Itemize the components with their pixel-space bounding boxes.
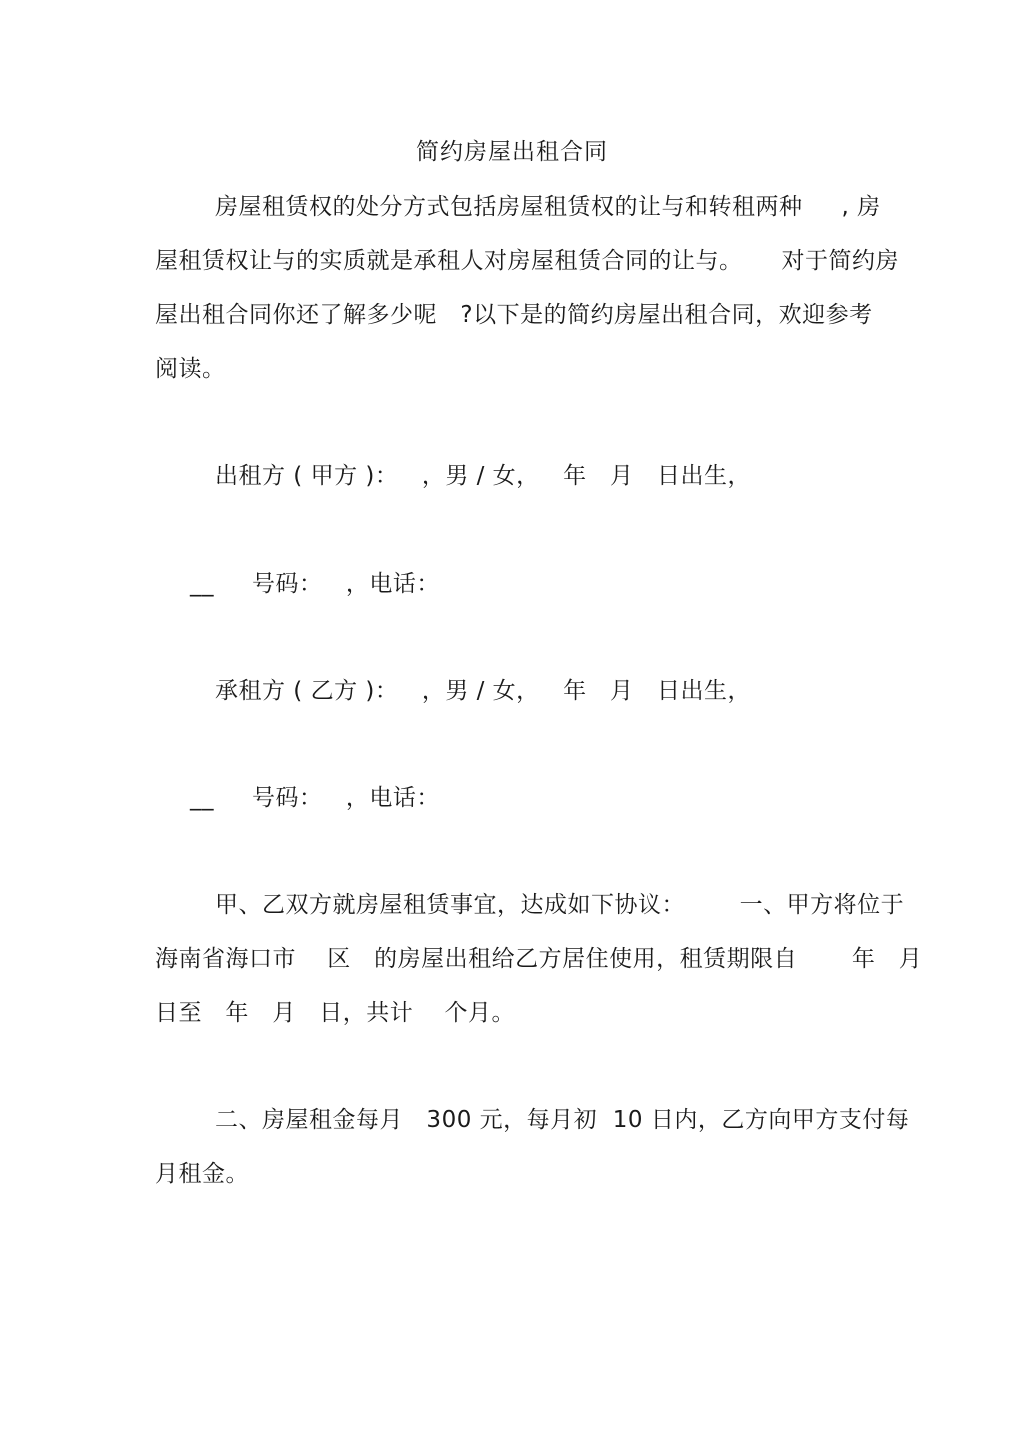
lessee-blank: __ [190,785,214,811]
lessor-contact: 号码： ，电话： [252,571,440,597]
lessee-contact: 号码： ，电话： [252,785,440,811]
intro-line-3: 屋出租合同你还了解多少呢 ?以下是的简约房屋出租合同，欢迎参考 [155,302,873,328]
clause2-line-2: 月租金。 [155,1161,249,1187]
intro-line-4: 阅读。 [155,356,226,382]
lessor-blank: __ [190,571,214,597]
clause1-line-2: 海南省海口市 区 的房屋出租给乙方居住使用，租赁期限自 年 月 [155,946,923,972]
clause2-line-1: 二、房屋租金每月 300 元，每月初 10 日内，乙方向甲方支付每 [215,1107,910,1133]
lessee-line: 承租方 ( 乙方 )： ，男 / 女， 年 月 日出生， [215,678,751,704]
lessor-line: 出租方 ( 甲方 )： ，男 / 女， 年 月 日出生， [215,463,751,489]
clause1-line-3: 日至 年 月 日，共计 个月。 [155,1000,516,1026]
clause1-line-1: 甲、乙双方就房屋租赁事宜，达成如下协议： 一、甲方将位于 [215,892,905,918]
document-title: 简约房屋出租合同 [416,139,608,165]
intro-line-2: 屋租赁权让与的实质就是承租人对房屋租赁合同的让与。 对于简约房 [155,248,900,274]
intro-line-1: 房屋租赁权的处分方式包括房屋租赁权的让与和转租两种 , 房 [215,194,881,220]
